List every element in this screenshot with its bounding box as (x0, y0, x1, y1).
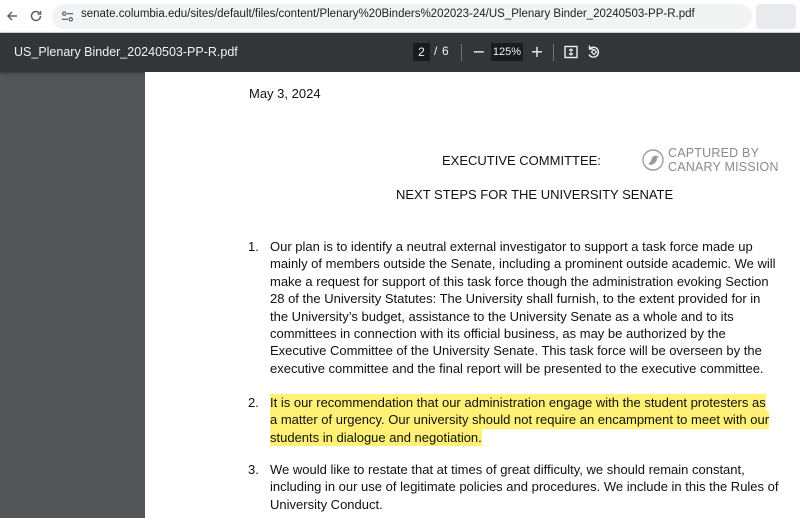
document-date: May 3, 2024 (249, 86, 321, 101)
reload-icon[interactable] (28, 8, 44, 24)
highlighted-line[interactable]: It is our recommendation that our administration engage with the student protesters as (270, 395, 766, 410)
canary-bird-icon (642, 149, 664, 171)
list-item-line: mainly of members outside the Senate, including a prominent outside academic. We will (270, 256, 776, 272)
list-item-line: University Conduct. (270, 496, 383, 512)
back-arrow-icon[interactable] (4, 8, 20, 24)
url-text[interactable]: senate.columbia.edu/sites/default/files/content/Plenary%20Binders%202023-24/US_Plenary Binder_20240503-PP-R.pdf (81, 8, 695, 20)
zoom-in-button[interactable]: + (530, 42, 544, 61)
list-item-line: Executive Committee of the University Senate. This task force will be overseen by the (270, 343, 762, 359)
watermark-line-1: CAPTURED BY (668, 146, 760, 160)
highlighted-line[interactable]: a matter of urgency. Our university should not require an encampment to meet with our (270, 412, 770, 428)
list-item-line: committees in connection with its official business, as may be authorized by the (270, 326, 726, 341)
toolbar-divider (553, 44, 554, 61)
site-settings-icon[interactable] (60, 9, 75, 24)
pdf-toolbar (0, 33, 800, 72)
list-item-line: 28 of the University Statutes: The University shall furnish, to the extent provided for in (270, 291, 761, 307)
browser-extension-area[interactable] (756, 4, 796, 29)
fit-to-page-icon[interactable] (563, 44, 579, 60)
url-bar[interactable] (52, 4, 752, 29)
browser-address-bar (0, 0, 800, 33)
list-item-line: We would like to restate that at times of great difficulty, we should remain constant, (270, 462, 745, 477)
watermark-line-2: CANARY MISSION (668, 160, 779, 174)
list-item-line: Our plan is to identify a neutral external investigator to support a task force made up (270, 239, 753, 254)
list-item-line: including in our use of legitimate policies and procedures. We include in this the Rules of (270, 479, 779, 495)
pdf-page (145, 72, 800, 518)
document-heading: EXECUTIVE COMMITTEE: (442, 153, 601, 168)
document-title: US_Plenary Binder_20240503-PP-R.pdf (14, 45, 238, 59)
list-item-number: 1. (248, 239, 259, 254)
list-item-number: 3. (248, 462, 259, 477)
zoom-out-button[interactable]: − (472, 42, 486, 61)
list-item-number: 2. (248, 395, 259, 410)
total-pages: 6 (442, 44, 449, 58)
list-item-line: make a request for support of this task force though the administration evoking Section (270, 273, 769, 289)
page-separator: / (434, 44, 438, 58)
highlighted-line[interactable]: students in dialogue and negotiation. (270, 429, 482, 445)
list-item-line: the University’s budget, assistance to the University Senate as a whole and to its (270, 308, 734, 324)
toolbar-divider (461, 44, 462, 61)
canary-mission-watermark (642, 145, 792, 177)
page-number-input[interactable]: 2 (413, 43, 430, 61)
rotate-icon[interactable] (586, 44, 602, 60)
document-subheading: NEXT STEPS FOR THE UNIVERSITY SENATE (396, 187, 674, 202)
zoom-level-input[interactable]: 125% (491, 43, 523, 61)
list-item-line: executive committee and the final report will be presented to the executive committee. (270, 360, 764, 376)
